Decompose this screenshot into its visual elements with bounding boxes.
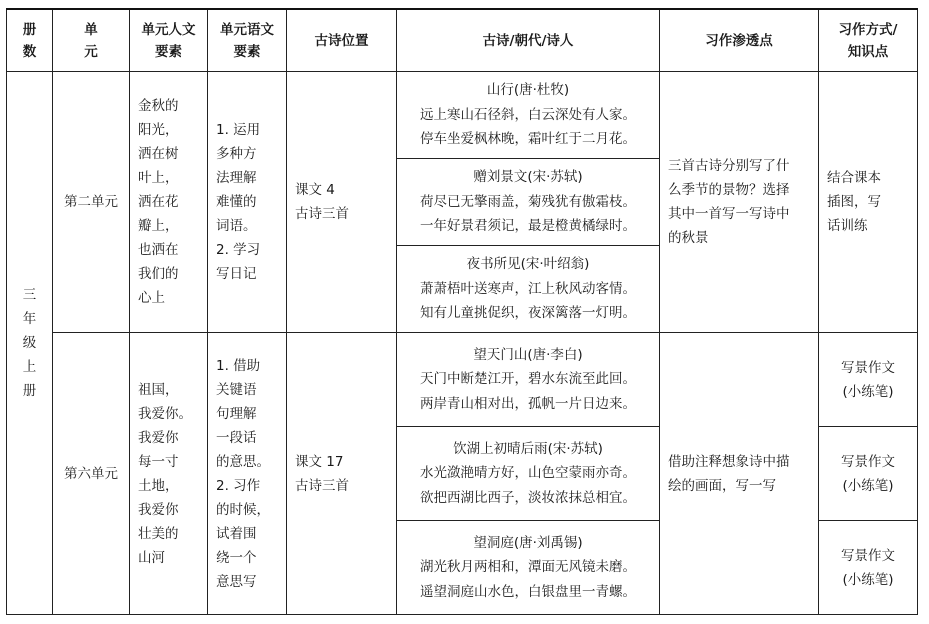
unit-position: 课文 4 古诗三首 (287, 72, 397, 333)
header-poem: 古诗/朝代/诗人 (397, 9, 660, 72)
header-position: 古诗位置 (287, 9, 397, 72)
poem-title: 赠刘景文(宋·苏轼) (473, 169, 583, 186)
poem-title: 饮湖上初晴后雨(宋·苏轼) (453, 440, 603, 457)
unit-name: 第二单元 (53, 72, 130, 333)
poem-writing-mode: 写景作文 (小练笔) (819, 521, 918, 615)
unit-language: 1. 借助 关键语 句理解 一段话 的意思。 2. 习作 的时候， 试着围 绕一个 意思写 (208, 333, 287, 615)
poem-writing-mode: 写景作文 (小练笔) (819, 427, 918, 521)
poem-cell: 饮湖上初晴后雨(宋·苏轼) 水光潋滟晴方好，山色空蒙雨亦奇。 欲把西湖比西子，淡妆浓抹总相宜。 (397, 427, 660, 521)
unit-humanistic: 金秋的 阳光， 洒在树 叶上， 洒在花 瓣上， 也洒在 我们的 心上 (130, 72, 208, 333)
unit-position: 课文 17 古诗三首 (287, 333, 397, 615)
unit-writing-point: 三首古诗分别写了什 么季节的景物？选择 其中一首写一写诗中 的秋景 (660, 72, 819, 333)
header-writing-mode: 习作方式/ 知识点 (819, 9, 918, 72)
table-row (7, 333, 918, 427)
poem-title: 望洞庭(唐·刘禹锡) (473, 534, 583, 551)
unit-writing-mode: 结合课本 插图，写 话训练 (819, 72, 918, 333)
header-unit: 单 元 (53, 9, 130, 72)
poem-cell: 望天门山(唐·李白) 天门中断楚江开，碧水东流至此回。 两岸青山相对出，孤帆一片日边来。 (397, 333, 660, 427)
poem-title: 夜书所见(宋·叶绍翁) (466, 256, 590, 273)
poem-cell: 赠刘景文(宋·苏轼) 荷尽已无擎雨盖，菊残犹有傲霜枝。 一年好景君须记，最是橙黄橘绿时。 (397, 159, 660, 246)
curriculum-table (6, 8, 918, 615)
poem-title: 山行(唐·杜牧) (486, 82, 570, 99)
volume-label: 三 年 级 上 册 (7, 72, 53, 615)
poem-cell: 望洞庭(唐·刘禹锡) 湖光秋月两相和，潭面无风镜未磨。 遥望洞庭山水色，白银盘里一青螺。 (397, 521, 660, 615)
header-volume: 册 数 (7, 9, 53, 72)
poem-title: 望天门山(唐·李白) (473, 346, 583, 363)
unit-writing-point: 借助注释想象诗中描 绘的画面，写一写 (660, 333, 819, 615)
header-humanistic: 单元人文 要素 (130, 9, 208, 72)
header-language: 单元语文 要素 (208, 9, 287, 72)
header-row (7, 9, 918, 72)
unit-humanistic: 祖国， 我爱你。 我爱你 每一寸 土地， 我爱你 壮美的 山河 (130, 333, 208, 615)
header-writing-point: 习作渗透点 (660, 9, 819, 72)
table-row (7, 72, 918, 159)
unit-name: 第六单元 (53, 333, 130, 615)
poem-cell: 夜书所见(宋·叶绍翁) 萧萧梧叶送寒声，江上秋风动客情。 知有儿童挑促织，夜深篱落一灯明。 (397, 246, 660, 333)
poem-cell: 山行(唐·杜牧) 远上寒山石径斜，白云深处有人家。 停车坐爱枫林晚，霜叶红于二月花。 (397, 72, 660, 159)
unit-language: 1. 运用 多种方 法理解 难懂的 词语。 2. 学习 写日记 (208, 72, 287, 333)
poem-writing-mode: 写景作文 (小练笔) (819, 333, 918, 427)
